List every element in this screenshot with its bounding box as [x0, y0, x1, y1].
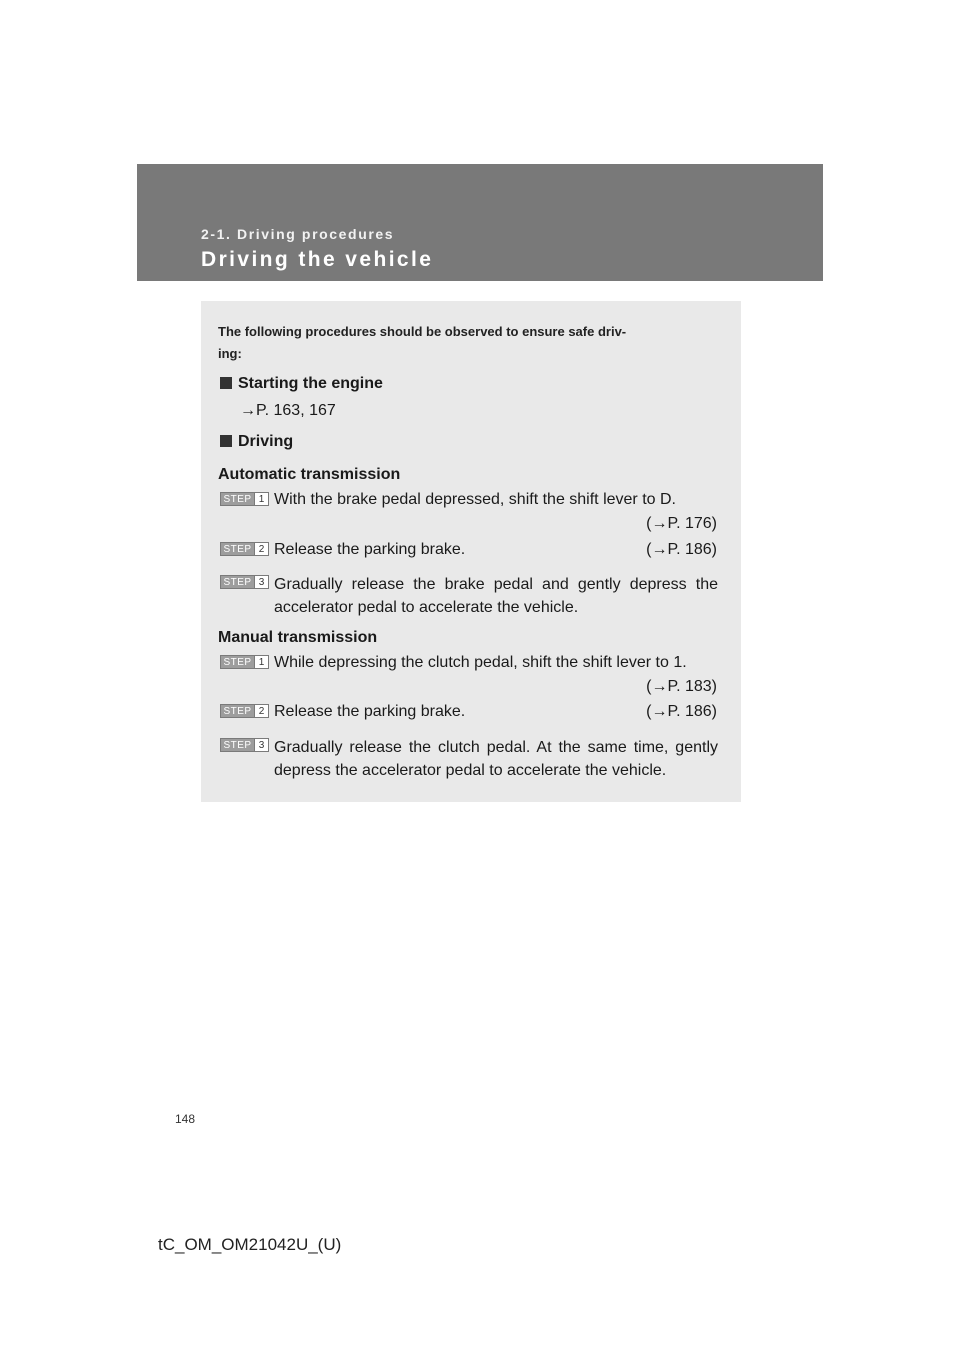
intro-text-line-2: ing: — [218, 346, 242, 361]
auto-step-1-text: With the brake pedal depressed, shift the shift lever to D. — [274, 491, 676, 508]
auto-step-1-ref: (→P. 176) — [646, 515, 717, 532]
section-label: 2-1. Driving procedures — [201, 226, 395, 242]
document-code: tC_OM_OM21042U_(U) — [158, 1235, 342, 1254]
manual-heading: Manual transmission — [218, 629, 378, 646]
step-1-badge: STEP 1 — [220, 492, 269, 506]
auto-step-3-text: Gradually release the brake pedal and gently depress the accelerator pedal to accelerate the vehicle. — [274, 576, 718, 616]
square-bullet-icon — [220, 377, 232, 389]
auto-step-2-text: Release the parking brake. — [274, 541, 466, 558]
manual-step-1-ref: (→P. 183) — [646, 678, 717, 695]
square-bullet-icon — [220, 435, 232, 447]
automatic-heading: Automatic transmission — [218, 466, 401, 483]
page-title: Driving the vehicle — [201, 248, 434, 271]
manual-step-1-text: While depressing the clutch pedal, shift the shift lever to 1. — [274, 654, 687, 671]
auto-step-2-ref: (→P. 186) — [646, 541, 717, 558]
step-3-badge: STEP 3 — [220, 575, 269, 589]
starting-heading: Starting the engine — [220, 374, 383, 394]
manual-step-2-text: Release the parking brake. — [274, 703, 466, 720]
step-3-badge: STEP 3 — [220, 738, 269, 752]
step-1-badge: STEP 1 — [220, 655, 269, 669]
starting-ref: →P. 163, 167 — [240, 402, 336, 419]
procedure-box — [201, 301, 741, 802]
manual-step-2-ref: (→P. 186) — [646, 703, 717, 720]
driving-heading: Driving — [220, 432, 293, 452]
step-2-badge: STEP 2 — [220, 542, 269, 556]
page-number: 148 — [175, 1112, 196, 1126]
step-2-badge: STEP 2 — [220, 704, 269, 718]
intro-text-line-1: The following procedures should be observed to ensure safe driv- — [218, 324, 627, 339]
manual-step-3-text: Gradually release the clutch pedal. At the same time, gently depress the accelerator pedal to accelerate the vehicle. — [274, 739, 718, 779]
chapter-header — [137, 164, 823, 281]
